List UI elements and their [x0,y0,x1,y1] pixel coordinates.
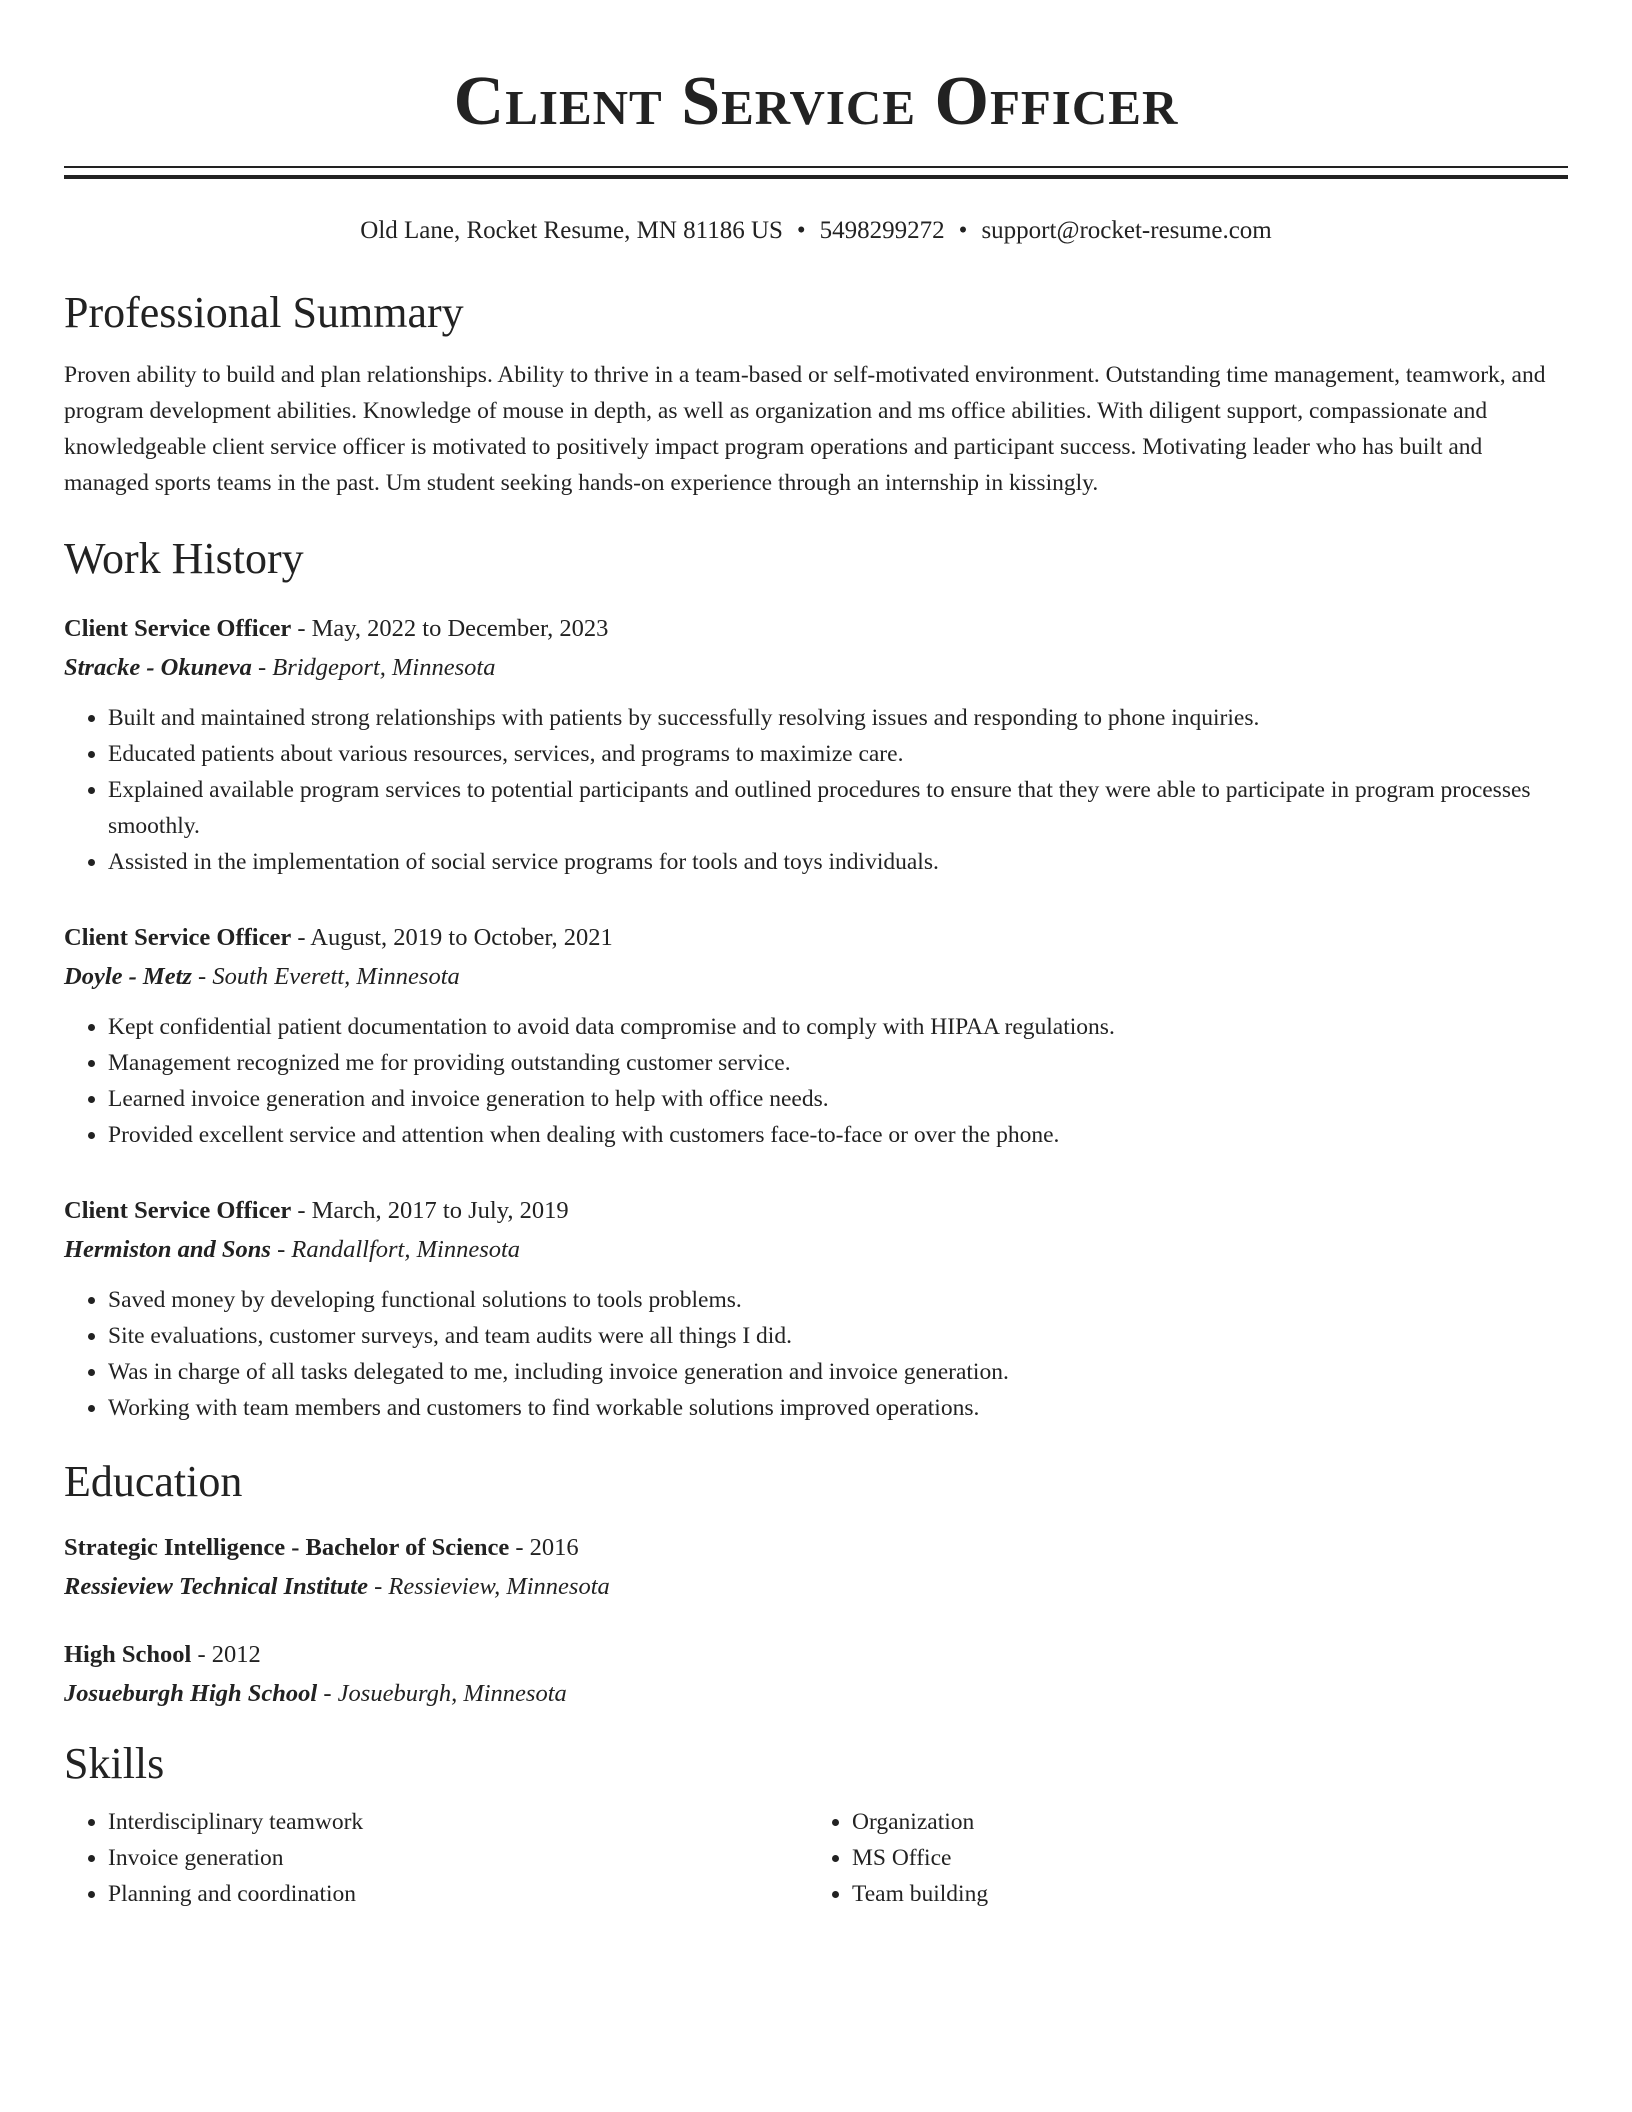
education-school-line [64,1569,1568,1605]
skill-item: • MS Office [852,1840,1542,1876]
job-entry [64,1193,1568,1426]
job-role: Client Service Officer [64,1197,292,1224]
header-divider-top [64,166,1568,168]
job-location: - Bridgeport, Minnesota [251,654,496,681]
education-school: Ressieview Technical Institute [64,1573,368,1600]
resume-name-heading: Client Service Officer [453,63,1179,140]
job-bullet: • Kept confidential patient documentation to avoid data compromise and to comply with HIPAA regulations. [108,1009,1568,1045]
section-title-education: Education [64,1457,243,1506]
job-company-line [64,959,1568,995]
job-bullet-list [64,700,1568,880]
skill-item: • Team building [852,1876,1542,1912]
skills-section [64,1738,1568,1912]
resume-page [64,0,1568,1912]
job-bullet-list [64,1009,1568,1153]
job-bullet: • Saved money by developing functional solutions to tools problems. [108,1282,1568,1318]
section-title-skills: Skills [64,1739,165,1788]
header-divider-bottom [64,175,1568,179]
job-bullet: • Educated patients about various resources, services, and programs to maximize care. [108,736,1568,772]
job-location: - Randallfort, Minnesota [270,1236,521,1263]
job-location: - South Everett, Minnesota [191,963,460,990]
job-company: Doyle - Metz [64,963,192,990]
education-section [64,1456,1568,1712]
job-dates: - August, 2019 to October, 2021 [291,924,613,951]
education-entry [64,1637,1568,1712]
job-company-line [64,1232,1568,1268]
job-entry [64,611,1568,880]
job-entry [64,920,1568,1153]
job-bullet: • Assisted in the implementation of social service programs for tools and toys individuals. [108,844,1568,880]
summary-section [64,287,1568,501]
job-bullet: • Learned invoice generation and invoice generation to help with office needs. [108,1081,1568,1117]
education-entry [64,1530,1568,1605]
skills-list-left [64,1804,808,1912]
job-bullet: • Was in charge of all tasks delegated to me, including invoice generation and invoice generation. [108,1354,1568,1390]
job-company: Stracke - Okuneva [64,654,252,681]
education-degree-line [64,1637,1568,1673]
job-role: Client Service Officer [64,924,292,951]
section-title-work-history: Work History [64,534,304,583]
job-bullet: • Provided excellent service and attention when dealing with customers face-to-face or over the phone. [108,1117,1568,1153]
job-bullet-list [64,1282,1568,1426]
skill-item: • Planning and coordination [108,1876,808,1912]
education-degree: High School [64,1641,192,1668]
education-degree: Strategic Intelligence - Bachelor of Science [64,1534,510,1561]
job-title-line [64,611,1568,647]
job-bullet: • Built and maintained strong relationships with patients by successfully resolving issues and responding to phone inquiries. [108,700,1568,736]
education-school-line [64,1676,1568,1712]
contact-address: Old Lane, Rocket Resume, MN 81186 US [360,217,783,244]
education-degree-line [64,1530,1568,1566]
job-bullet: • Management recognized me for providing outstanding customer service. [108,1045,1568,1081]
skill-item: • Invoice generation [108,1840,808,1876]
job-bullet: • Site evaluations, customer surveys, and team audits were all things I did. [108,1318,1568,1354]
job-title-line [64,920,1568,956]
job-bullet: • Working with team members and customers to find workable solutions improved operations. [108,1390,1568,1426]
education-school: Josueburgh High School [64,1680,318,1707]
contact-separator: • [796,217,806,244]
skills-list-right [808,1804,1542,1912]
job-title-line [64,1193,1568,1229]
job-bullet: • Explained available program services to potential participants and outlined procedures to ensure that they were able to participate in program processes smoothly. [108,772,1568,844]
job-dates: - March, 2017 to July, 2019 [291,1197,569,1224]
summary-text: Proven ability to build and plan relationships. Ability to thrive in a team-based or self-motivated environment. Outstanding time management, teamwork, and program development abilities. Knowledge of mouse in depth, as well as organization and ms office abilities. With diligent support, compassionate and knowledgeable client service officer is motivated to positively impact program operations and participant success. Motivating leader who has built and managed sports teams in the past. Um student seeking hands-on experience through an internship in kissingly. [64,362,1546,496]
section-title-summary: Professional Summary [64,288,464,337]
education-year: - 2016 [509,1534,579,1561]
education-year: - 2012 [191,1641,261,1668]
skill-item: • Interdisciplinary teamwork [108,1804,808,1840]
skills-columns [64,1804,1568,1912]
skill-item: • Organization [852,1804,1542,1840]
job-company-line [64,650,1568,686]
education-location: - Josueburgh, Minnesota [317,1680,567,1707]
job-dates: - May, 2022 to December, 2023 [291,615,609,642]
job-role: Client Service Officer [64,615,292,642]
contact-line [64,215,1568,247]
contact-email: support@rocket-resume.com [981,217,1272,244]
education-location: - Ressieview, Minnesota [368,1573,610,1600]
job-company: Hermiston and Sons [64,1236,271,1263]
work-history-section [64,533,1568,1426]
contact-phone: 5498299272 [819,217,945,244]
contact-separator: • [958,217,968,244]
